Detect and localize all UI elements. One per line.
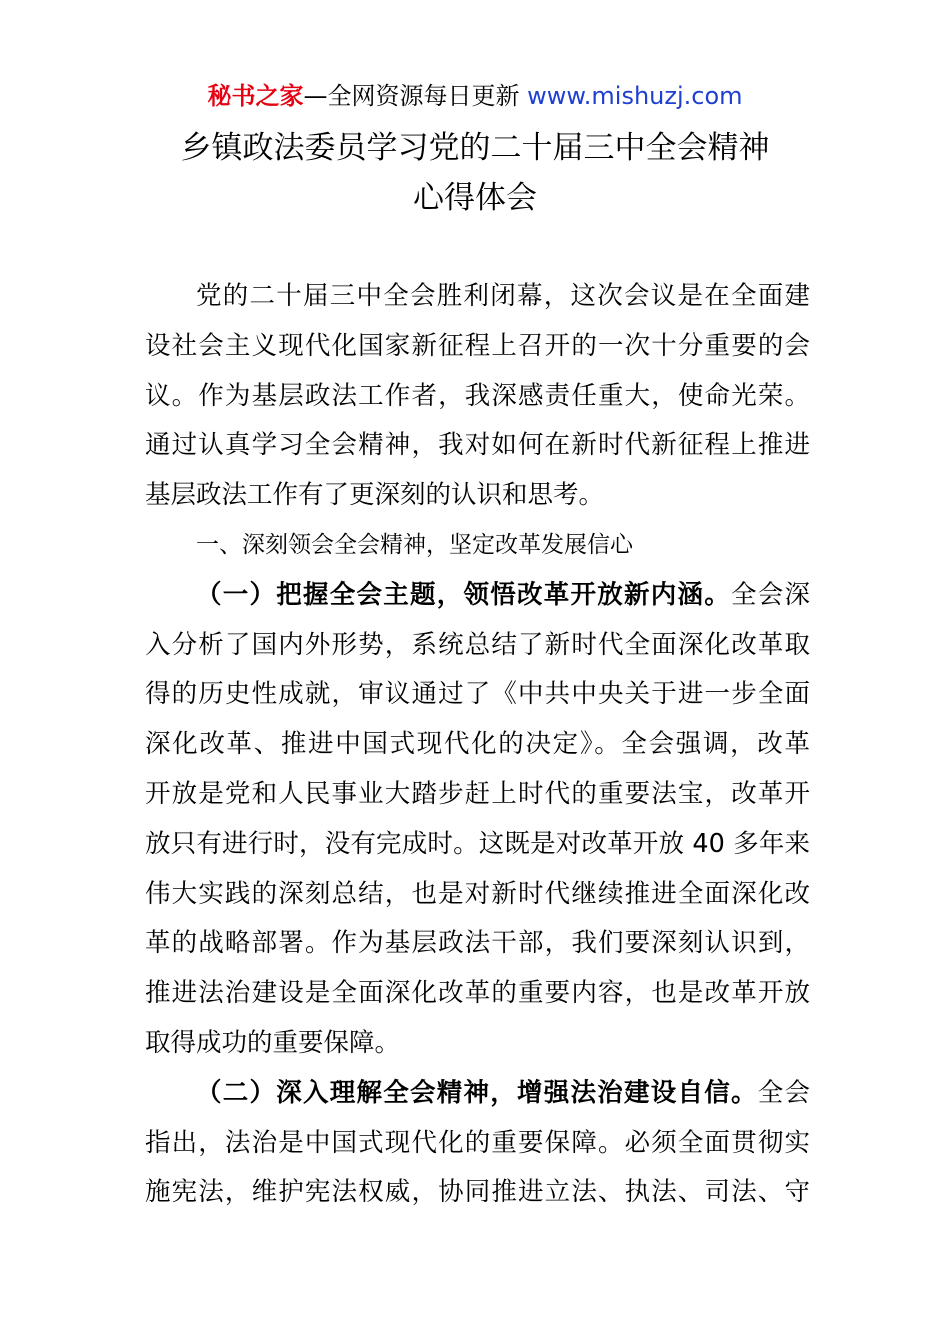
paragraph-line: 放只有进行时，没有完成时。这既是对改革开放 40 多年来 — [145, 828, 810, 859]
document-body — [145, 272, 810, 1218]
site-tagline: —全网资源每日更新 — [303, 82, 528, 110]
paragraph-line: 施宪法，维护宪法权威，协同推进立法、执法、司法、守 — [145, 1177, 810, 1208]
paragraph-line: 深化改革、推进中国式现代化的决定》。全会强调，改革 — [145, 729, 810, 760]
site-header — [0, 80, 950, 112]
paragraph-line: 得的历史性成就，审议通过了《中共中央关于进一步全面 — [145, 679, 810, 710]
site-brand: 秘书之家 — [207, 82, 304, 110]
paragraph-line: 通过认真学习全会精神，我对如何在新时代新征程上推进 — [145, 430, 810, 461]
paragraph-line: 入分析了国内外形势，系统总结了新时代全面深化改革取 — [145, 629, 810, 660]
paragraph-line: 革的战略部署。作为基层政法干部，我们要深刻认识到， — [145, 928, 810, 959]
paragraph-line: 伟大实践的深刻总结，也是对新时代继续推进全面深化改 — [145, 878, 810, 909]
paragraph-line — [145, 571, 810, 621]
paragraph-line: 议。作为基层政法工作者，我深感责任重大，使命光荣。 — [145, 380, 810, 411]
paragraph-line: 基层政法工作有了更深刻的认识和思考。 — [145, 480, 605, 511]
paragraph-line: 设社会主义现代化国家新征程上召开的一次十分重要的会 — [145, 330, 810, 361]
paragraph-line: 开放是党和人民事业大踏步赶上时代的重要法宝，改革开 — [145, 778, 810, 809]
document-title-line-1: 乡镇政法委员学习党的二十届三中全会精神 — [180, 130, 770, 166]
paragraph-line: 取得成功的重要保障。 — [145, 1027, 401, 1058]
paragraph-line: 党的二十届三中全会胜利闭幕，这次会议是在全面建 — [196, 281, 810, 311]
subsection-heading: （一）把握全会主题，领悟改革开放新内涵。 — [196, 579, 731, 610]
subsection-heading: （二）深入理解全会精神，增强法治建设自信。 — [196, 1077, 758, 1108]
document-title-line-2: 心得体会 — [413, 180, 537, 216]
paragraph-text: 全会 — [757, 1077, 810, 1108]
section-heading: 一、深刻领会全会精神，坚定改革发展信心 — [196, 531, 633, 558]
site-url-link[interactable]: www.mishuzj.com — [527, 82, 743, 110]
paragraph-line — [145, 1069, 810, 1119]
paragraph-line: 推进法治建设是全面深化改革的重要内容，也是改革开放 — [145, 978, 810, 1009]
paragraph-text: 全会深 — [730, 579, 810, 610]
paragraph-line: 指出，法治是中国式现代化的重要保障。必须全面贯彻实 — [145, 1127, 810, 1158]
